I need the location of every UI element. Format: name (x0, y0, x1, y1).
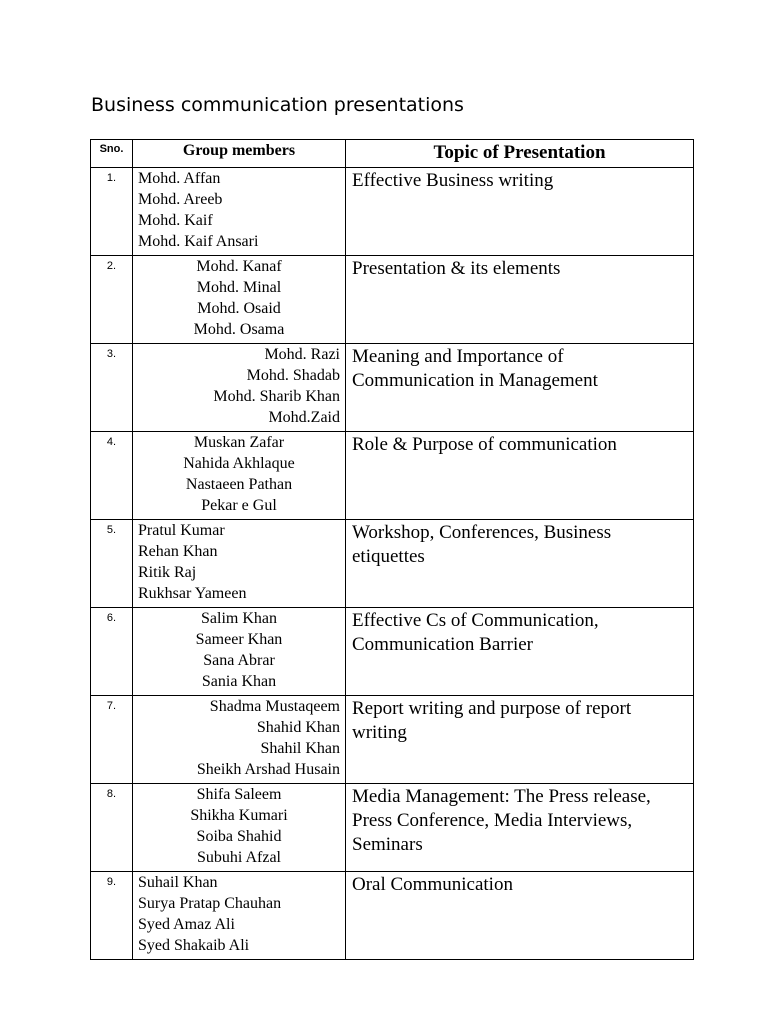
row-topic: Effective Business writing (346, 168, 694, 256)
row-group-members (133, 168, 346, 256)
table-row (91, 432, 694, 520)
row-sno: 6. (91, 608, 133, 696)
row-topic: Effective Cs of Communication, Communication Barrier (346, 608, 694, 696)
member-name: Suhail Khan (138, 874, 218, 891)
member-name: Shahil Khan (260, 740, 340, 757)
member-name: Ritik Raj (138, 564, 197, 581)
row-group-members (133, 432, 346, 520)
member-name: Sana Abrar (203, 652, 275, 669)
member-name: Mohd. Minal (196, 279, 282, 296)
member-name: Mohd. Sharib Khan (213, 388, 340, 405)
table-row (91, 608, 694, 696)
header-sno: Sno. (91, 140, 133, 168)
member-name: Surya Pratap Chauhan (138, 895, 282, 912)
row-group-members (133, 256, 346, 344)
row-group-members (133, 784, 346, 872)
member-name: Salim Khan (201, 610, 277, 627)
table-row (91, 168, 694, 256)
row-sno: 3. (91, 344, 133, 432)
member-name: Mohd. Osama (193, 321, 285, 338)
member-name: Pratul Kumar (138, 522, 225, 539)
row-topic: Meaning and Importance of Communication in Management (346, 344, 694, 432)
member-name: Mohd.Zaid (268, 409, 340, 426)
member-name: Sania Khan (201, 673, 277, 690)
header-group-members: Group members (133, 140, 346, 168)
member-name: Rehan Khan (138, 543, 218, 560)
header-topic: Topic of Presentation (346, 140, 694, 168)
row-group-members (133, 696, 346, 784)
row-sno: 2. (91, 256, 133, 344)
member-name: Muskan Zafar (193, 434, 285, 451)
member-name: Mohd. Shadab (246, 367, 340, 384)
member-name: Nastaeen Pathan (185, 476, 293, 493)
member-name: Rukhsar Yameen (138, 585, 247, 602)
row-topic: Media Management: The Press release, Press Conference, Media Interviews, Seminars (346, 784, 694, 872)
member-name: Mohd. Areeb (138, 191, 223, 208)
table-row (91, 520, 694, 608)
row-sno: 5. (91, 520, 133, 608)
member-name: Soiba Shahid (196, 828, 282, 845)
row-topic: Presentation & its elements (346, 256, 694, 344)
member-name: Syed Amaz Ali (138, 916, 235, 933)
member-name: Sheikh Arshad Husain (196, 761, 340, 778)
member-name: Mohd. Kaif (138, 212, 213, 229)
member-name: Mohd. Razi (264, 346, 340, 363)
table-header-row (91, 140, 694, 168)
row-sno: 9. (91, 872, 133, 960)
member-name: Mohd. Kanaf (196, 258, 282, 275)
row-sno: 8. (91, 784, 133, 872)
row-group-members (133, 344, 346, 432)
member-name: Mohd. Osaid (197, 300, 281, 317)
member-name: Syed Shakaib Ali (138, 937, 250, 954)
table-body (91, 168, 694, 960)
member-name: Shadma Mustaqeem (209, 698, 340, 715)
member-name: Shahid Khan (256, 719, 340, 736)
row-group-members (133, 608, 346, 696)
member-name: Shifa Saleem (196, 786, 282, 803)
row-topic: Report writing and purpose of report writing (346, 696, 694, 784)
row-topic: Oral Communication (346, 872, 694, 960)
table-row (91, 872, 694, 960)
table-row (91, 784, 694, 872)
table-row (91, 256, 694, 344)
row-topic: Workshop, Conferences, Business etiquettes (346, 520, 694, 608)
row-group-members (133, 872, 346, 960)
row-sno: 4. (91, 432, 133, 520)
member-name: Subuhi Afzal (197, 849, 281, 866)
row-topic: Role & Purpose of communication (346, 432, 694, 520)
member-name: Shikha Kumari (190, 807, 288, 824)
row-sno: 7. (91, 696, 133, 784)
member-name: Mohd. Affan (138, 170, 221, 187)
table-row (91, 696, 694, 784)
member-name: Sameer Khan (195, 631, 283, 648)
member-name: Pekar e Gul (201, 497, 277, 514)
row-group-members (133, 520, 346, 608)
row-sno: 1. (91, 168, 133, 256)
member-name: Mohd. Kaif Ansari (138, 233, 259, 250)
page-title: Business communication presentations (91, 94, 464, 116)
table-row (91, 344, 694, 432)
member-name: Nahida Akhlaque (183, 455, 295, 472)
presentation-table (90, 139, 694, 960)
